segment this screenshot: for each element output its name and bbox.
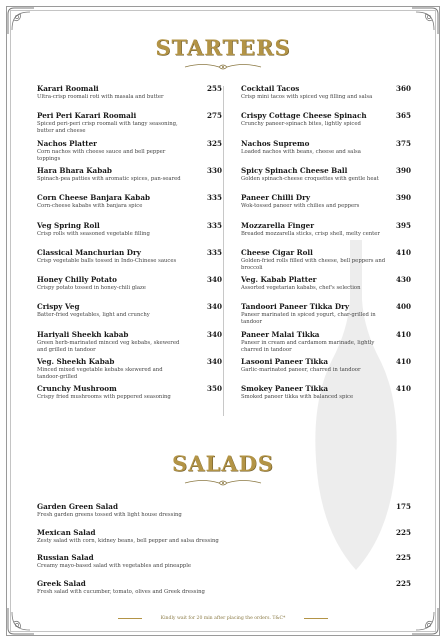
item-price: 340: [206, 357, 222, 366]
item-description: Smoked paneer tikka with balanced spice: [241, 394, 354, 401]
corner-ornament-icon: [410, 6, 440, 36]
menu-item: [241, 193, 411, 210]
item-description: Golden spinach-cheese croquettes with gentle heat: [241, 175, 379, 182]
menu-item: [37, 248, 222, 265]
item-description: Spinach-pea patties with aromatic spices, pan-seared: [37, 175, 181, 182]
item-name: Peri Peri Karari Roomali: [37, 111, 137, 121]
salads-heading: SALADS: [172, 451, 274, 476]
item-price: 375: [395, 138, 411, 148]
menu-item: [241, 330, 411, 354]
item-price: 330: [206, 165, 222, 175]
corner-ornament-icon: [6, 606, 36, 636]
corner-ornament-icon: [410, 606, 440, 636]
corner-ornament-icon: [6, 6, 36, 36]
item-price: 410: [395, 247, 411, 257]
item-name: Karari Roomali: [37, 84, 99, 93]
item-description: Wok-tossed paneer with chilies and peppers: [241, 203, 360, 210]
item-name: Crispy Cottage Cheese Spinach: [241, 111, 367, 121]
item-description: Paneer marinated in spiced yogurt, char-grilled in tandoor: [241, 312, 376, 326]
menu-item: [37, 275, 222, 292]
menu-item: [37, 528, 411, 545]
item-description: Minced mixed vegetable kebabs skewered and tandoor-grilled: [37, 367, 163, 380]
item-name: Mexican Salad: [37, 527, 96, 537]
item-description: Spiced peri-peri crisp roomali with tangy seasoning, butter and cheese: [37, 121, 178, 135]
menu-item: [37, 139, 222, 163]
menu-item: [241, 357, 411, 374]
menu-item: [37, 193, 222, 210]
item-price: 360: [395, 84, 411, 93]
item-price: 225: [395, 527, 411, 537]
menu-item: [37, 302, 222, 319]
item-price: 410: [395, 357, 411, 366]
menu-item: [37, 357, 222, 381]
item-price: 365: [395, 111, 411, 121]
item-description: Loaded nachos with beans, cheese and salsa: [241, 148, 361, 155]
item-description: Fresh garden greens tossed with light house dressing: [37, 512, 182, 518]
item-description: Batter-fried vegetables, light and crunchy: [37, 312, 150, 319]
item-description: Fresh salad with cucumber, tomato, olives and Greek dressing: [37, 588, 205, 595]
item-description: Crispy fried mushrooms with peppered seasoning: [37, 394, 171, 401]
menu-item: [37, 502, 411, 519]
menu-item: [241, 139, 411, 156]
item-description: Corn-cheese kababs with banjara spice: [37, 203, 143, 210]
item-name: Cocktail Tacos: [241, 84, 300, 93]
item-name: Mozzarella Finger: [241, 220, 314, 230]
item-description: Assorted vegetarian kababs, chef's selection: [241, 285, 361, 292]
item-description: Golden-fried rolls filled with cheese, bell peppers and broccoli: [241, 257, 386, 271]
item-description: Garlic-marinated paneer, charred in tandoor: [241, 367, 361, 373]
column-divider: [223, 86, 224, 416]
item-price: 335: [206, 193, 222, 203]
item-price: 430: [395, 275, 411, 285]
item-name: Paneer Chilli Dry: [241, 193, 311, 203]
flourish-icon: [183, 478, 263, 488]
item-price: 225: [395, 578, 411, 588]
item-description: Creamy mayo-based salad with vegetables and pineapple: [37, 563, 192, 569]
menu-item: [241, 221, 411, 238]
menu-item: [37, 111, 222, 135]
item-name: Smokey Paneer Tikka: [241, 384, 329, 394]
menu-item: [37, 579, 411, 596]
item-description: Crisp mini tacos with spiced veg filling and salsa: [241, 94, 373, 100]
item-description: Crispy potato tossed in honey-chili glaze: [37, 285, 146, 292]
item-name: Nachos Platter: [37, 138, 97, 148]
menu-item: [241, 248, 411, 272]
item-name: Paneer Malai Tikka: [241, 329, 320, 339]
menu-item: [37, 84, 222, 101]
menu-item: [37, 221, 222, 238]
menu-item: [241, 302, 411, 326]
item-description: Corn nachos with cheese sauce and bell pepper toppings: [37, 148, 166, 162]
item-price: 350: [206, 384, 222, 394]
item-name: Crispy Veg: [37, 302, 80, 312]
item-description: Crisp rolls with seasoned vegetable filling: [37, 230, 150, 237]
item-description: Paneer in cream and cardamom marinade, lightly charred in tandoor: [241, 339, 375, 353]
item-description: Breaded mozzarella sticks, crisp shell, melty center: [241, 230, 380, 237]
item-name: Hariyali Sheekh kabab: [37, 329, 129, 339]
menu-item: [37, 384, 222, 401]
item-description: Crunchy paneer-spinach bites, lightly spiced: [241, 121, 361, 128]
item-name: Greek Salad: [37, 578, 86, 588]
item-name: Veg. Sheekh Kabab: [37, 357, 115, 366]
item-name: Veg. Kabab Platter: [241, 275, 317, 285]
item-name: Veg Spring Roll: [37, 220, 100, 230]
item-price: 395: [395, 220, 411, 230]
item-name: Spicy Spinach Cheese Ball: [241, 165, 348, 175]
item-price: 410: [395, 329, 411, 339]
starters-heading: STARTERS: [155, 35, 291, 60]
menu-item: [241, 84, 411, 101]
item-price: 325: [206, 138, 222, 148]
item-name: Nachos Supremo: [241, 138, 310, 148]
item-name: Cheese Cigar Roll: [241, 247, 313, 257]
item-price: 340: [206, 275, 222, 285]
menu-item: [241, 275, 411, 292]
item-price: 340: [206, 302, 222, 312]
item-name: Crunchy Mushroom: [37, 384, 117, 394]
item-price: 410: [395, 384, 411, 394]
item-name: Corn Cheese Banjara Kabab: [37, 193, 151, 203]
item-price: 335: [206, 247, 222, 257]
item-description: Zesty salad with corn, kidney beans, bell pepper and salsa dressing: [37, 537, 219, 544]
item-description: Crisp vegetable balls tossed in Indo-Chinese sauces: [37, 257, 177, 264]
item-name: Garden Green Salad: [37, 502, 118, 511]
item-name: Honey Chilly Potato: [37, 275, 117, 285]
item-name: Russian Salad: [37, 553, 94, 562]
flourish-icon: [183, 62, 263, 72]
footer-note: Kindly wait for 20 min after placing the orders. T&C*: [160, 616, 286, 621]
item-price: 390: [395, 165, 411, 175]
item-name: Classical Manchurian Dry: [37, 247, 141, 257]
item-name: Hara Bhara Kabab: [37, 165, 112, 175]
item-name: Lasooni Paneer Tikka: [241, 357, 329, 366]
menu-item: [241, 384, 411, 401]
menu-item: [241, 166, 411, 183]
item-price: 340: [206, 329, 222, 339]
item-price: 400: [395, 302, 411, 312]
menu-item: [37, 330, 222, 354]
item-description: Green herb-marinated minced veg kebabs, skewered and grilled in tandoor: [37, 339, 180, 353]
item-price: 335: [206, 220, 222, 230]
item-price: 175: [395, 502, 411, 511]
menu-item: [37, 553, 411, 570]
item-price: 255: [206, 84, 222, 93]
item-price: 275: [206, 111, 222, 121]
menu-item: [241, 111, 411, 128]
item-name: Tandoori Paneer Tikka Dry: [241, 302, 350, 312]
item-price: 225: [395, 553, 411, 562]
item-description: Ultra-crisp roomali roti with masala and butter: [37, 94, 164, 100]
item-price: 390: [395, 193, 411, 203]
menu-item: [37, 166, 222, 183]
